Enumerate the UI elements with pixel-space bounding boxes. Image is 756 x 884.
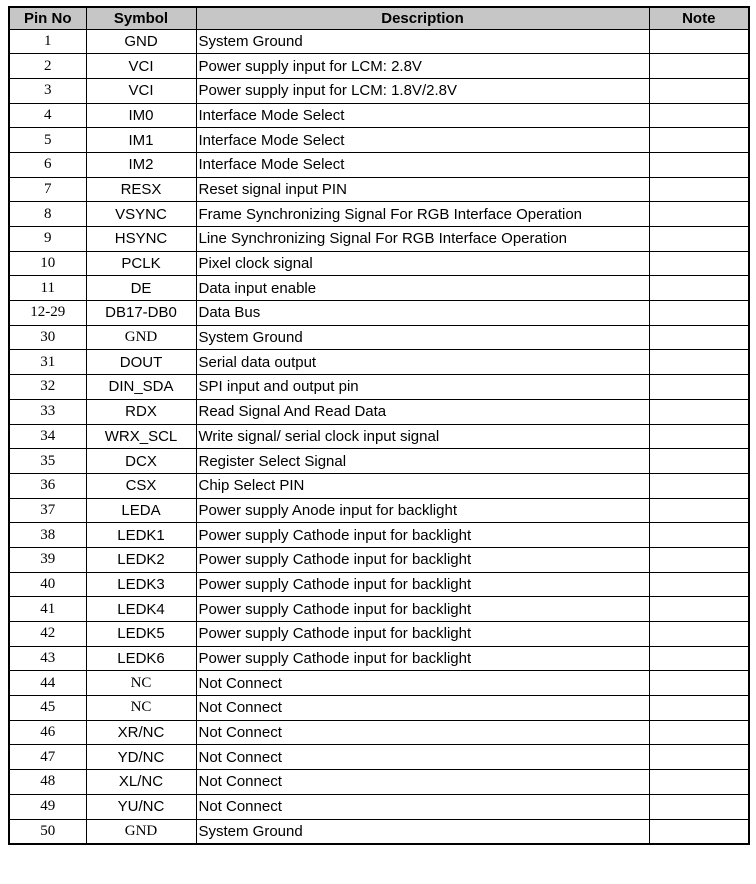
symbol-cell: VCI <box>86 78 196 103</box>
symbol-cell: VCI <box>86 54 196 79</box>
symbol-cell: GND <box>86 325 196 350</box>
symbol-cell: IM1 <box>86 128 196 153</box>
note-cell <box>649 547 749 572</box>
note-cell <box>649 794 749 819</box>
table-row <box>9 671 749 696</box>
note-cell <box>649 128 749 153</box>
note-cell <box>649 202 749 227</box>
note-cell <box>649 597 749 622</box>
description-cell: Not Connect <box>196 770 649 795</box>
description-cell: System Ground <box>196 819 649 844</box>
description-cell: Pixel clock signal <box>196 251 649 276</box>
pin-no-cell: 32 <box>9 375 86 400</box>
symbol-cell: LEDK3 <box>86 572 196 597</box>
note-cell <box>649 350 749 375</box>
table-row <box>9 399 749 424</box>
symbol-cell: PCLK <box>86 251 196 276</box>
table-row <box>9 152 749 177</box>
note-cell <box>649 473 749 498</box>
table-row <box>9 251 749 276</box>
pin-no-cell: 41 <box>9 597 86 622</box>
symbol-cell: LEDK5 <box>86 622 196 647</box>
pin-no-cell: 38 <box>9 523 86 548</box>
table-row <box>9 424 749 449</box>
symbol-cell: XR/NC <box>86 720 196 745</box>
description-cell: Power supply Cathode input for backlight <box>196 597 649 622</box>
table-row <box>9 276 749 301</box>
note-cell <box>649 29 749 54</box>
pin-no-cell: 30 <box>9 325 86 350</box>
symbol-cell: LEDK2 <box>86 547 196 572</box>
description-cell: Line Synchronizing Signal For RGB Interface Operation <box>196 227 649 252</box>
pin-no-cell: 50 <box>9 819 86 844</box>
note-cell <box>649 622 749 647</box>
symbol-cell: YD/NC <box>86 745 196 770</box>
table-row <box>9 128 749 153</box>
table-row <box>9 547 749 572</box>
symbol-cell: DCX <box>86 449 196 474</box>
note-cell <box>649 745 749 770</box>
note-cell <box>649 696 749 721</box>
pin-no-cell: 3 <box>9 78 86 103</box>
note-cell <box>649 523 749 548</box>
table-row <box>9 597 749 622</box>
description-cell: Interface Mode Select <box>196 128 649 153</box>
pin-no-cell: 37 <box>9 498 86 523</box>
symbol-cell: VSYNC <box>86 202 196 227</box>
pin-no-cell: 2 <box>9 54 86 79</box>
table-row <box>9 720 749 745</box>
column-header-symbol: Symbol <box>86 7 196 29</box>
pin-no-cell: 4 <box>9 103 86 128</box>
pin-no-cell: 36 <box>9 473 86 498</box>
table-row <box>9 202 749 227</box>
symbol-cell: DOUT <box>86 350 196 375</box>
symbol-cell: HSYNC <box>86 227 196 252</box>
symbol-cell: LEDA <box>86 498 196 523</box>
symbol-cell: DE <box>86 276 196 301</box>
note-cell <box>649 449 749 474</box>
note-cell <box>649 498 749 523</box>
table-row <box>9 301 749 326</box>
table-row <box>9 646 749 671</box>
symbol-cell: WRX_SCL <box>86 424 196 449</box>
table-row <box>9 325 749 350</box>
pin-no-cell: 34 <box>9 424 86 449</box>
symbol-cell: IM0 <box>86 103 196 128</box>
column-header-pin-no: Pin No <box>9 7 86 29</box>
description-cell: Write signal/ serial clock input signal <box>196 424 649 449</box>
note-cell <box>649 152 749 177</box>
description-cell: SPI input and output pin <box>196 375 649 400</box>
table-row <box>9 29 749 54</box>
note-cell <box>649 325 749 350</box>
pin-no-cell: 42 <box>9 622 86 647</box>
symbol-cell: LEDK1 <box>86 523 196 548</box>
symbol-cell: IM2 <box>86 152 196 177</box>
description-cell: Serial data output <box>196 350 649 375</box>
description-cell: Power supply Cathode input for backlight <box>196 646 649 671</box>
description-cell: Power supply Anode input for backlight <box>196 498 649 523</box>
pin-no-cell: 45 <box>9 696 86 721</box>
note-cell <box>649 720 749 745</box>
pin-no-cell: 12-29 <box>9 301 86 326</box>
description-cell: System Ground <box>196 325 649 350</box>
pin-no-cell: 49 <box>9 794 86 819</box>
table-row <box>9 375 749 400</box>
pin-no-cell: 47 <box>9 745 86 770</box>
table-row <box>9 350 749 375</box>
symbol-cell: XL/NC <box>86 770 196 795</box>
description-cell: Not Connect <box>196 671 649 696</box>
pin-no-cell: 10 <box>9 251 86 276</box>
table-row <box>9 696 749 721</box>
header-row <box>9 7 749 29</box>
symbol-cell: CSX <box>86 473 196 498</box>
symbol-cell: GND <box>86 29 196 54</box>
description-cell: Power supply input for LCM: 2.8V <box>196 54 649 79</box>
table-row <box>9 770 749 795</box>
symbol-cell: GND <box>86 819 196 844</box>
column-header-description: Description <box>196 7 649 29</box>
description-cell: Reset signal input PIN <box>196 177 649 202</box>
note-cell <box>649 78 749 103</box>
description-cell: Data Bus <box>196 301 649 326</box>
note-cell <box>649 671 749 696</box>
description-cell: Power supply Cathode input for backlight <box>196 523 649 548</box>
table-row <box>9 622 749 647</box>
description-cell: Interface Mode Select <box>196 103 649 128</box>
note-cell <box>649 54 749 79</box>
symbol-cell: DIN_SDA <box>86 375 196 400</box>
table-header <box>9 7 749 29</box>
symbol-cell: YU/NC <box>86 794 196 819</box>
description-cell: Not Connect <box>196 720 649 745</box>
pin-description-table <box>8 6 750 845</box>
table-row <box>9 54 749 79</box>
symbol-cell: RESX <box>86 177 196 202</box>
note-cell <box>649 103 749 128</box>
note-cell <box>649 177 749 202</box>
note-cell <box>649 276 749 301</box>
pin-no-cell: 7 <box>9 177 86 202</box>
description-cell: Power supply Cathode input for backlight <box>196 622 649 647</box>
note-cell <box>649 819 749 844</box>
description-cell: Chip Select PIN <box>196 473 649 498</box>
table-row <box>9 103 749 128</box>
symbol-cell: LEDK4 <box>86 597 196 622</box>
pin-no-cell: 35 <box>9 449 86 474</box>
pin-no-cell: 39 <box>9 547 86 572</box>
table-body <box>9 29 749 844</box>
description-cell: Power supply Cathode input for backlight <box>196 547 649 572</box>
pin-no-cell: 43 <box>9 646 86 671</box>
pin-no-cell: 31 <box>9 350 86 375</box>
table-row <box>9 473 749 498</box>
table-row <box>9 523 749 548</box>
pin-no-cell: 6 <box>9 152 86 177</box>
table-row <box>9 227 749 252</box>
description-cell: Not Connect <box>196 794 649 819</box>
table-row <box>9 449 749 474</box>
note-cell <box>649 424 749 449</box>
table-row <box>9 78 749 103</box>
description-cell: Power supply input for LCM: 1.8V/2.8V <box>196 78 649 103</box>
description-cell: Data input enable <box>196 276 649 301</box>
pin-no-cell: 9 <box>9 227 86 252</box>
note-cell <box>649 399 749 424</box>
description-cell: Not Connect <box>196 696 649 721</box>
symbol-cell: NC <box>86 696 196 721</box>
pin-no-cell: 11 <box>9 276 86 301</box>
symbol-cell: DB17-DB0 <box>86 301 196 326</box>
pin-no-cell: 1 <box>9 29 86 54</box>
note-cell <box>649 572 749 597</box>
description-cell: Power supply Cathode input for backlight <box>196 572 649 597</box>
column-header-note: Note <box>649 7 749 29</box>
description-cell: Frame Synchronizing Signal For RGB Interface Operation <box>196 202 649 227</box>
table-row <box>9 498 749 523</box>
description-cell: Interface Mode Select <box>196 152 649 177</box>
table-row <box>9 794 749 819</box>
description-cell: Register Select Signal <box>196 449 649 474</box>
note-cell <box>649 301 749 326</box>
pin-no-cell: 8 <box>9 202 86 227</box>
table-row <box>9 572 749 597</box>
note-cell <box>649 646 749 671</box>
table-row <box>9 177 749 202</box>
symbol-cell: LEDK6 <box>86 646 196 671</box>
description-cell: Not Connect <box>196 745 649 770</box>
pin-no-cell: 40 <box>9 572 86 597</box>
description-cell: System Ground <box>196 29 649 54</box>
note-cell <box>649 375 749 400</box>
note-cell <box>649 251 749 276</box>
symbol-cell: NC <box>86 671 196 696</box>
note-cell <box>649 770 749 795</box>
note-cell <box>649 227 749 252</box>
pin-no-cell: 46 <box>9 720 86 745</box>
pin-no-cell: 33 <box>9 399 86 424</box>
table-row <box>9 819 749 844</box>
description-cell: Read Signal And Read Data <box>196 399 649 424</box>
symbol-cell: RDX <box>86 399 196 424</box>
pin-no-cell: 44 <box>9 671 86 696</box>
pin-no-cell: 5 <box>9 128 86 153</box>
pin-no-cell: 48 <box>9 770 86 795</box>
table-row <box>9 745 749 770</box>
